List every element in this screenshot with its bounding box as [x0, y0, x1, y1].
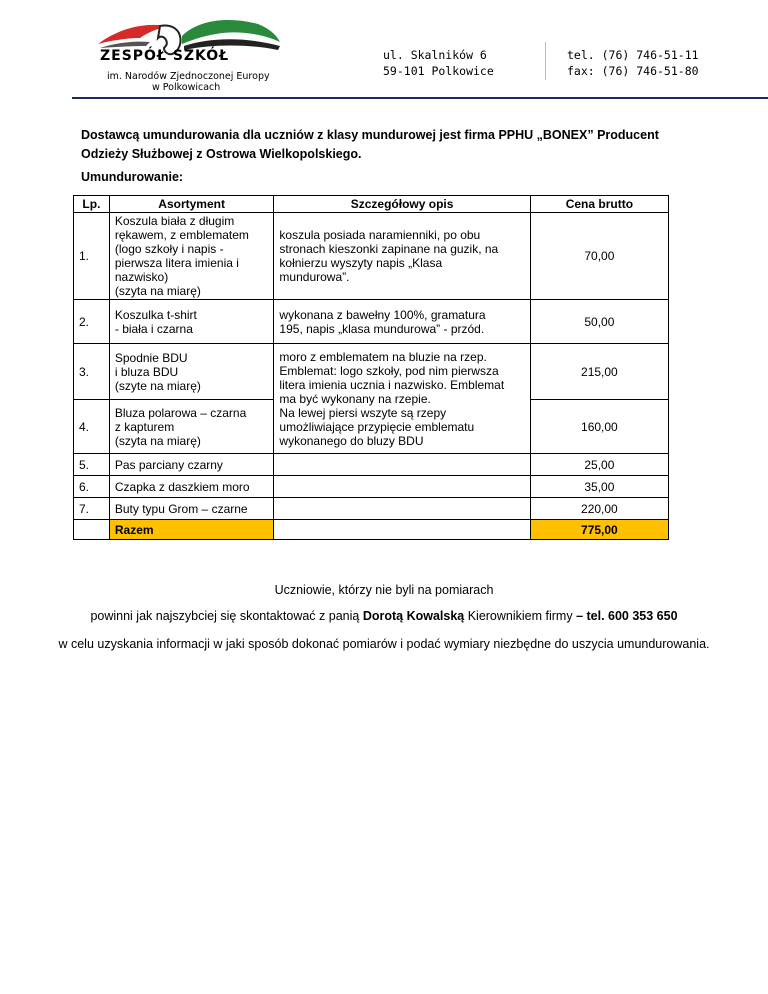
table-row	[74, 454, 669, 476]
footer-line-1: Uczniowie, którzy nie byli na pomiarach	[274, 583, 494, 597]
row-lp: 1.	[74, 213, 110, 300]
address-city: 59-101 Polkowice	[383, 64, 494, 78]
header-divider	[545, 42, 546, 80]
section-title: Umundurowanie:	[81, 170, 184, 184]
table-row	[74, 213, 669, 300]
text-line: mundurowa”.	[279, 270, 350, 284]
contact	[567, 47, 699, 79]
school-subtitle: im. Narodów Zjednoczonej Europy	[107, 71, 270, 82]
intro-paragraph: Dostawcą umundurowania dla uczniów z klasy mundurowej jest firma PPHU „BONEX” Producent Odzieży Służbowej z Ostrowa Wielkopolskiego.	[81, 128, 659, 161]
row-opis	[274, 498, 530, 520]
text-line: z kapturem	[114, 419, 175, 434]
row-opis	[274, 344, 530, 454]
row-cena: 220,00	[530, 498, 668, 520]
text-line: stronach kieszonki zapinane na guzik, na	[279, 242, 499, 256]
table-header-row	[74, 196, 669, 213]
text-line: Bluza polarowa – czarna	[114, 405, 247, 420]
address-street: ul. Skalników 6	[383, 48, 487, 62]
row-lp: 7.	[74, 498, 110, 520]
fax-number: fax: (76) 746-51-80	[567, 64, 699, 78]
row-lp: 6.	[74, 476, 110, 498]
row-cena: 25,00	[530, 454, 668, 476]
total-value: 775,00	[530, 520, 668, 540]
footer-text: powinni jak najszybciej się skontaktować z panią	[90, 609, 363, 623]
total-opis-empty	[274, 520, 530, 540]
table-row	[74, 300, 669, 344]
text-line: Koszula biała z długim	[114, 214, 235, 228]
text-line: wykonana z bawełny 100%, gramatura	[279, 307, 486, 322]
row-asortyment	[109, 213, 274, 300]
table-row	[74, 498, 669, 520]
text-line: (szyta na miarę)	[114, 284, 201, 298]
footer-line-2	[0, 609, 768, 623]
phone-number: tel. (76) 746-51-11	[567, 48, 699, 62]
text-line: nazwisko)	[114, 270, 169, 284]
row-lp: 5.	[74, 454, 110, 476]
row-opis	[274, 300, 530, 344]
text-line: - biała i czarna	[114, 321, 193, 336]
row-lp: 4.	[74, 400, 110, 454]
row-asortyment: Buty typu Grom – czarne	[109, 498, 274, 520]
row-cena: 160,00	[530, 400, 668, 454]
col-cena: Cena brutto	[530, 196, 668, 213]
text-line: pierwsza litera imienia i	[114, 256, 239, 270]
text-line: koszula posiada naramienniki, po obu	[279, 228, 481, 242]
total-row	[74, 520, 669, 540]
row-asortyment	[109, 400, 274, 454]
total-empty	[74, 520, 110, 540]
col-asortyment: Asortyment	[109, 196, 274, 213]
school-city: w Polkowicach	[152, 82, 221, 93]
text-line: (logo szkoły i napis -	[114, 242, 224, 256]
row-cena: 215,00	[530, 344, 668, 400]
row-asortyment: Czapka z daszkiem moro	[109, 476, 274, 498]
school-name: ZESPÓŁ SZKÓŁ	[100, 48, 230, 64]
text-line: litera imienia ucznia i nazwisko. Emblemat	[279, 377, 505, 392]
footer-line-3: w celu uzyskania informacji w jaki sposób dokonać pomiarów i podać wymiary niezbędne do uszycia umundurowania.	[58, 637, 710, 651]
row-asortyment	[109, 344, 274, 400]
text-line: Koszulka t-shirt	[114, 307, 197, 322]
text-line: moro z emblematem na bluzie na rzep.	[279, 349, 487, 364]
text-line: rękawem, z emblematem	[114, 228, 249, 242]
row-asortyment	[109, 300, 274, 344]
row-cena: 35,00	[530, 476, 668, 498]
uniform-table	[73, 195, 669, 540]
text-line: (szyte na miarę)	[114, 378, 201, 393]
address	[383, 47, 494, 79]
text-line: ma być wykonany na rzepie.	[279, 391, 431, 406]
row-opis	[274, 213, 530, 300]
letterhead	[0, 0, 768, 100]
row-opis	[274, 454, 530, 476]
contact-phone: – tel. 600 353 650	[576, 609, 678, 623]
row-asortyment: Pas parciany czarny	[109, 454, 274, 476]
table-row	[74, 344, 669, 400]
text-line: Spodnie BDU	[114, 350, 188, 365]
col-opis: Szczegółowy opis	[274, 196, 530, 213]
text-line: i bluza BDU	[114, 364, 179, 379]
contact-person: Dorotą Kowalską	[362, 609, 465, 623]
col-lp: Lp.	[74, 196, 110, 213]
text-line: 195, napis „klasa mundurowa” - przód.	[279, 321, 485, 336]
table-row	[74, 476, 669, 498]
footer-text: Kierownikiem firmy	[464, 609, 577, 623]
row-cena: 50,00	[530, 300, 668, 344]
header-rule	[72, 97, 768, 99]
row-cena: 70,00	[530, 213, 668, 300]
text-line: Emblemat: logo szkoły, pod nim pierwsza	[279, 363, 499, 378]
text-line: umożliwiające przypięcie emblematu	[279, 419, 475, 434]
text-line: Na lewej piersi wszyte są rzepy	[279, 405, 447, 420]
row-opis	[274, 476, 530, 498]
row-lp: 2.	[74, 300, 110, 344]
text-line: wykonanego do bluzy BDU	[279, 433, 424, 448]
text-line: kołnierzu wyszyty napis „Klasa	[279, 256, 443, 270]
total-label: Razem	[109, 520, 274, 540]
row-lp: 3.	[74, 344, 110, 400]
text-line: (szyta na miarę)	[114, 433, 201, 448]
